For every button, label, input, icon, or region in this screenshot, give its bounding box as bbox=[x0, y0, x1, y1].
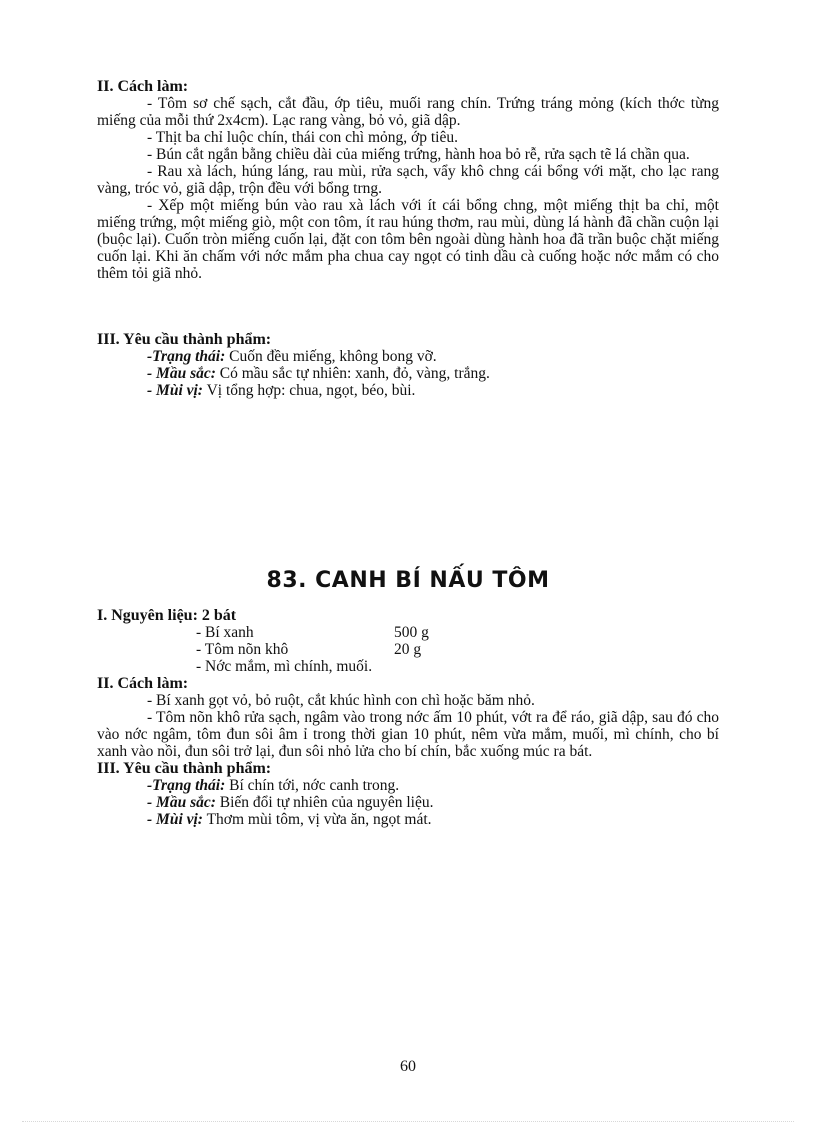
ingredients-section bbox=[97, 607, 719, 828]
ingredient-row bbox=[97, 658, 719, 675]
requirements-section-previous bbox=[97, 331, 719, 399]
ingredient-row bbox=[97, 641, 719, 658]
requirement-text: Bí chín tới, nớc canh trong. bbox=[225, 777, 400, 794]
requirement-item bbox=[97, 794, 719, 811]
requirement-label: - Mầu sắc: bbox=[147, 365, 216, 382]
method-heading: II. Cách làm: bbox=[97, 675, 189, 692]
ingredient-name: - Nớc mắm, mì chính, muối. bbox=[196, 658, 373, 675]
ingredient-name: - Bí xanh bbox=[196, 624, 254, 641]
requirement-label: - Mùi vị: bbox=[147, 382, 203, 399]
requirement-text: Cuốn đều miếng, không bong vỡ. bbox=[225, 348, 437, 365]
requirement-item bbox=[97, 777, 719, 794]
ingredient-row bbox=[97, 624, 719, 641]
requirement-text: Thơm mùi tôm, vị vừa ăn, ngọt mát. bbox=[202, 811, 432, 828]
page-number: 60 bbox=[400, 1058, 416, 1075]
step-paragraph: - Thịt ba chỉ luộc chín, thái con chì mỏng, ớp tiêu. bbox=[147, 129, 458, 146]
requirement-label: - Mầu sắc: bbox=[147, 794, 216, 811]
step-paragraph: - Xếp một miếng bún vào rau xà lách với ít cái bổng chng, một miếng thịt ba chỉ, một miếng trứng, một miếng giò, một con tôm, ít rau húng thơm, rau mùi, dùng lá hành đã chần cuộn lại (buộc lại). Cuốn tròn miếng cuốn lại, đặt con tôm bên ngoài dùng hành hoa đã trần buộc chặt miếng cuốn lại. Khi ăn chấm với nớc mắm pha chua cay ngọt có tinh dầu cà cuống hoặc nớc mắm có cho thêm tỏi giã nhỏ. bbox=[97, 197, 719, 282]
ingredient-qty: 500 g bbox=[394, 624, 429, 641]
requirement-item bbox=[97, 811, 719, 828]
ingredient-name: - Tôm nõn khô bbox=[196, 641, 289, 658]
recipe-title: 83. CANH BÍ NẤU TÔM bbox=[266, 568, 550, 593]
requirement-label: - Mùi vị: bbox=[147, 811, 203, 828]
step-paragraph: - Tôm nõn khô rửa sạch, ngâm vào trong nớc ấm 10 phút, vớt ra để ráo, giã dập, sau đó cho vào nớc ngâm, tôm đun sôi âm ỉ trong thời gian 10 phút, nêm vừa mắm, muối, mì chính, cho bí xanh vào nồi, đun sôi trở lại, đun sôi nhỏ lửa cho bí chín, bắc xuống múc ra bát. bbox=[97, 709, 719, 760]
footer-divider bbox=[22, 1121, 794, 1122]
ingredient-qty: 20 g bbox=[394, 641, 422, 658]
step-paragraph: - Bí xanh gọt vỏ, bỏ ruột, cắt khúc hình con chì hoặc băm nhỏ. bbox=[147, 692, 535, 709]
requirement-text: Vị tổng hợp: chua, ngọt, béo, bùi. bbox=[202, 382, 416, 399]
requirement-text: Có mầu sắc tự nhiên: xanh, đỏ, vàng, trắng. bbox=[215, 365, 490, 382]
step-paragraph: - Bún cắt ngắn bằng chiều dài của miếng trứng, hành hoa bỏ rễ, rửa sạch tẽ lá chần qua. bbox=[147, 146, 690, 163]
requirement-item bbox=[97, 365, 719, 382]
step-paragraph: - Tôm sơ chế sạch, cắt đầu, ớp tiêu, muối rang chín. Trứng tráng mỏng (kích thớc từng miếng của mỗi thứ 2x4cm). Lạc rang vàng, bỏ vỏ, giã dập. bbox=[97, 95, 719, 129]
method-heading: II. Cách làm: bbox=[97, 78, 189, 95]
method-section-previous bbox=[97, 78, 719, 282]
ingredients-heading: I. Nguyên liệu: 2 bát bbox=[97, 607, 237, 624]
requirement-text: Biến đổi tự nhiên của nguyên liệu. bbox=[215, 794, 434, 811]
requirement-label: -Trạng thái: bbox=[147, 348, 226, 365]
requirement-item bbox=[97, 348, 719, 365]
step-paragraph: - Rau xà lách, húng láng, rau mùi, rửa sạch, vẩy khô chng cái bổng với mặt, cho lạc rang vàng, tróc vỏ, giã dập, trộn đều với bổng trng. bbox=[97, 163, 719, 197]
requirement-label: -Trạng thái: bbox=[147, 777, 226, 794]
requirements-heading: III. Yêu cầu thành phẩm: bbox=[97, 760, 272, 777]
requirements-heading: III. Yêu cầu thành phẩm: bbox=[97, 331, 272, 348]
requirement-item bbox=[97, 382, 719, 399]
